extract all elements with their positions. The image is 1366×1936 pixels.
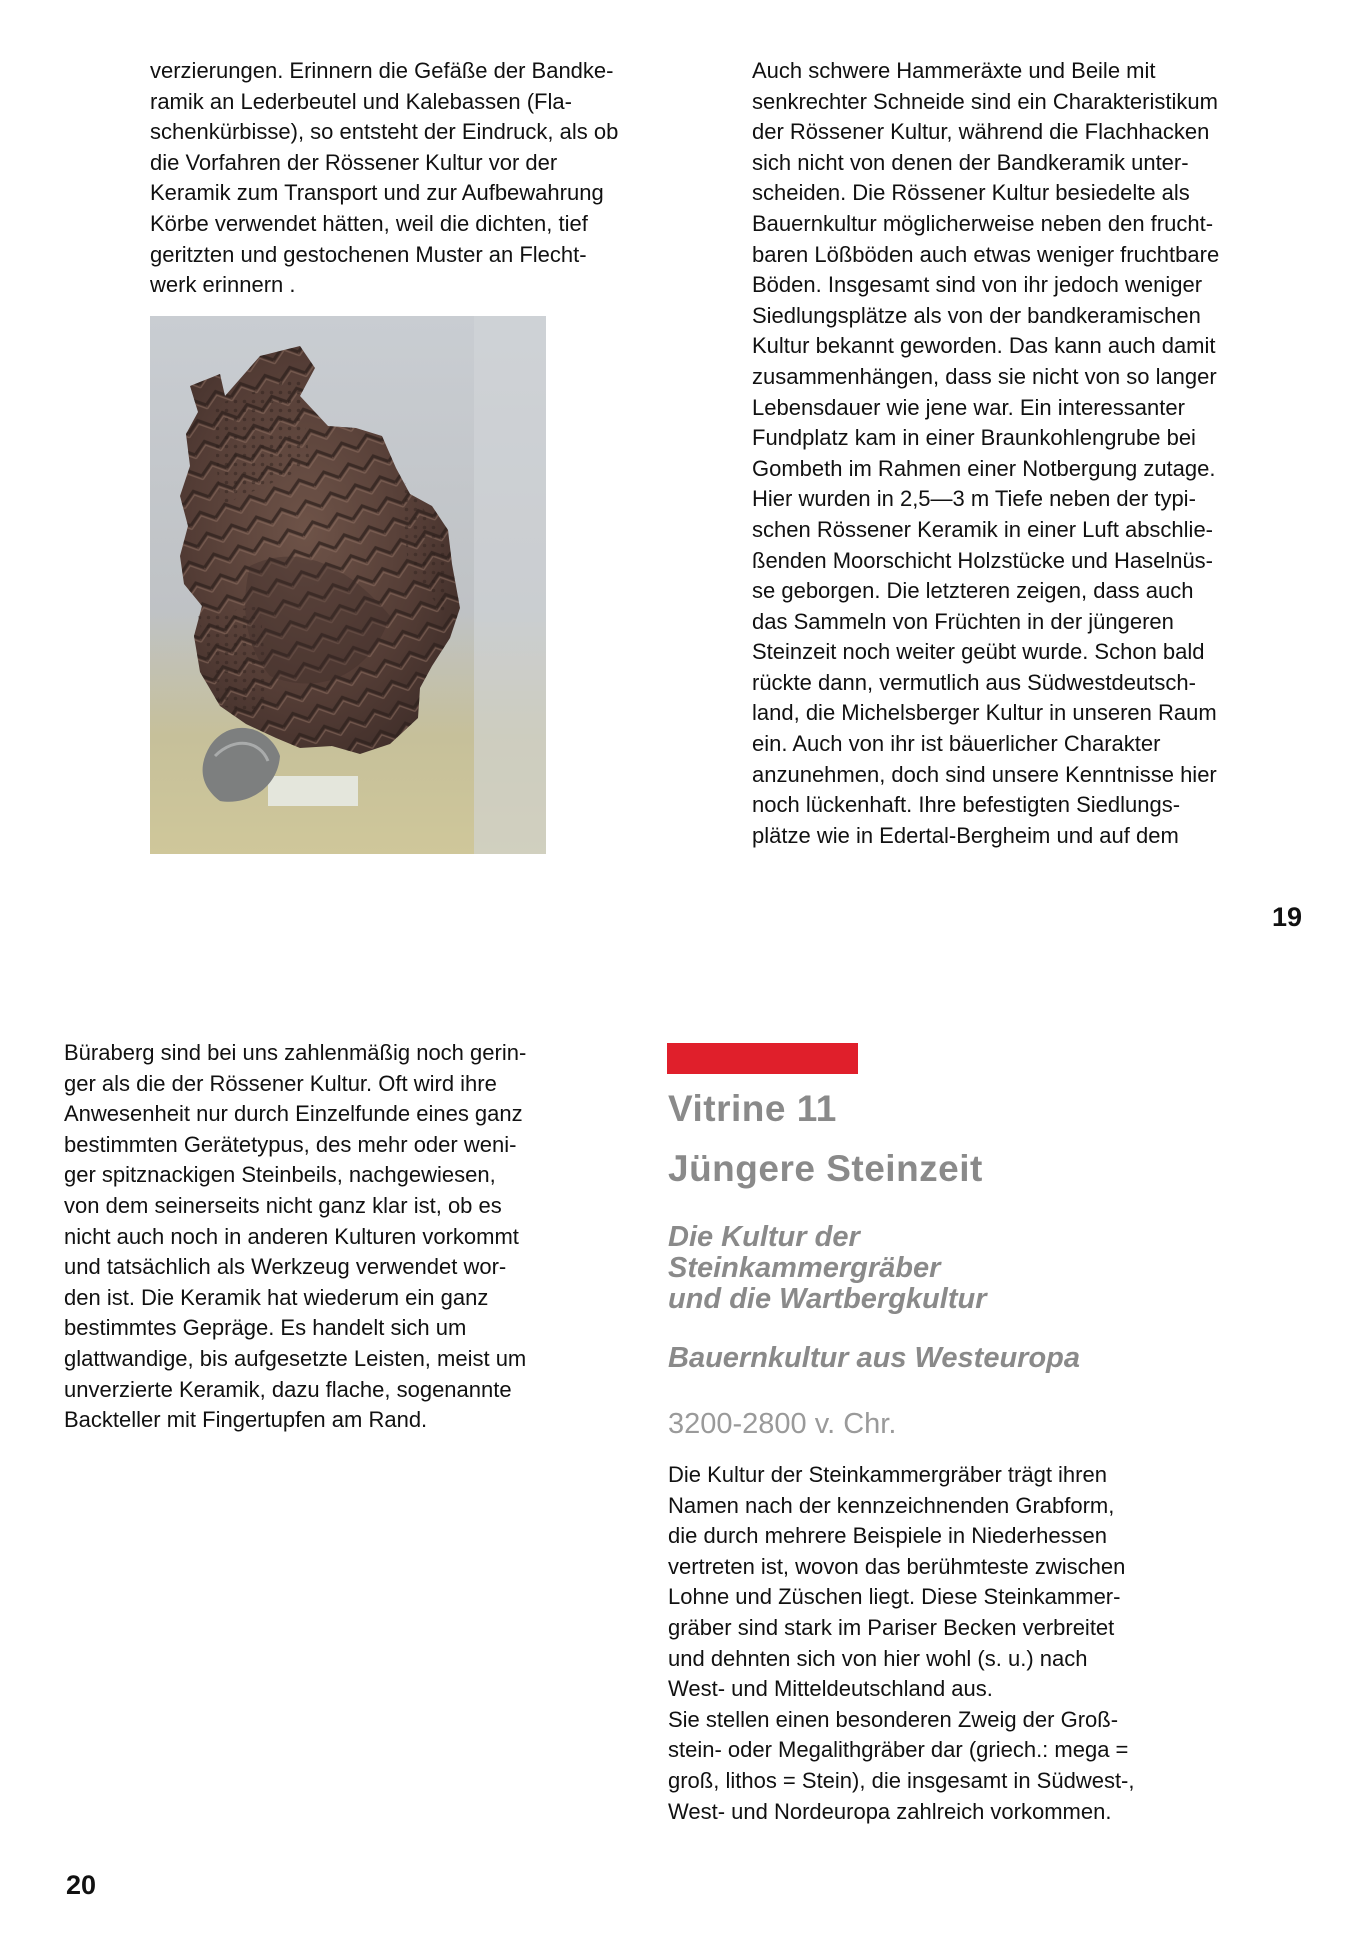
text-line: den ist. Die Keramik hat wiederum ein ganz bbox=[64, 1284, 489, 1310]
text-line: Kultur bekannt geworden. Das kann auch damit bbox=[752, 333, 1216, 359]
text-line: Namen nach der kennzeichnenden Grabform, bbox=[668, 1492, 1115, 1518]
text-line: rückte dann, vermutlich aus Südwestdeutsch- bbox=[752, 669, 1196, 695]
text-line: Keramik zum Transport und zur Aufbewahrung bbox=[150, 180, 604, 206]
text-line: Siedlungsplätze als von der bandkeramischen bbox=[752, 302, 1201, 328]
paragraph bbox=[668, 1460, 1228, 1827]
text-line: verzierungen. Erinnern die Gefäße der Bandke- bbox=[150, 58, 614, 83]
date-range: 3200-2800 v. Chr. bbox=[668, 1408, 897, 1440]
text-line: bestimmtes Gepräge. Es handelt sich um bbox=[64, 1315, 467, 1341]
text-line: bestimmten Gerätetypus, des mehr oder weni- bbox=[64, 1131, 517, 1157]
text-line: West- und Nordeuropa zahlreich vorkommen. bbox=[668, 1798, 1112, 1824]
text-line: ßenden Moorschicht Holzstücke und Haselnüs- bbox=[752, 547, 1214, 573]
text-line: ramik an Lederbeutel und Kalebassen (Fla- bbox=[150, 88, 572, 114]
text-line: sich nicht von denen der Bandkeramik unter- bbox=[752, 149, 1189, 175]
text-line: Sie stellen einen besonderen Zweig der Groß- bbox=[668, 1706, 1119, 1732]
text-line: land, die Michelsberger Kultur in unseren Raum bbox=[752, 700, 1217, 726]
paragraph bbox=[752, 56, 1312, 851]
text-line: die durch mehrere Beispiele in Niederhessen bbox=[668, 1523, 1108, 1549]
text-line: schen Rössener Keramik in einer Luft abschlie- bbox=[752, 516, 1214, 542]
text-line: Auch schwere Hammeräxte und Beile mit bbox=[752, 58, 1156, 83]
pottery-fragment-photo bbox=[150, 316, 546, 854]
text-line: Die Kultur der Steinkammergräber trägt ihren bbox=[668, 1462, 1107, 1487]
text-line: ger als die der Rössener Kultur. Oft wird ihre bbox=[64, 1070, 497, 1096]
text-line: die Vorfahren der Rössener Kultur vor der bbox=[150, 149, 558, 175]
text-line: das Sammeln von Früchten in der jüngeren bbox=[752, 608, 1174, 634]
subtitle-line: Steinkammergräber bbox=[668, 1252, 941, 1284]
text-line: se geborgen. Die letzteren zeigen, dass auch bbox=[752, 578, 1194, 604]
text-line: Böden. Insgesamt sind von ihr jedoch weniger bbox=[752, 272, 1203, 298]
text-line: Gombeth im Rahmen einer Notbergung zutage. bbox=[752, 455, 1216, 481]
vitrine-title: Vitrine 11 bbox=[668, 1088, 837, 1129]
text-line: nicht auch noch in anderen Kulturen vorkommt bbox=[64, 1223, 519, 1249]
text-line: vertreten ist, wovon das berühmteste zwischen bbox=[668, 1553, 1126, 1579]
text-line: der Rössener Kultur, während die Flachhacken bbox=[752, 119, 1210, 145]
text-line: Körbe verwendet hätten, weil die dichten, tief bbox=[150, 210, 588, 236]
subtitle bbox=[668, 1222, 986, 1315]
text-line: geritzten und gestochenen Muster an Flecht- bbox=[150, 241, 587, 267]
paragraph bbox=[64, 1038, 624, 1436]
text-line: gräber sind stark im Pariser Becken verbreitet bbox=[668, 1614, 1115, 1640]
text-line: glattwandige, bis aufgesetzte Leisten, meist um bbox=[64, 1345, 527, 1371]
page-number: 19 bbox=[1271, 902, 1302, 932]
subtitle-line: Die Kultur der bbox=[668, 1221, 860, 1253]
text-line: und tatsächlich als Werkzeug verwendet wor- bbox=[64, 1254, 507, 1280]
text-line: Steinzeit noch weiter geübt wurde. Schon bald bbox=[752, 639, 1205, 665]
accent-bar bbox=[667, 1043, 858, 1074]
text-line: anzunehmen, doch sind unsere Kenntnisse hier bbox=[752, 761, 1217, 787]
text-line: Bauernkultur möglicherweise neben den frucht- bbox=[752, 210, 1214, 236]
text-line: ger spitznackigen Steinbeils, nachgewiesen, bbox=[64, 1162, 496, 1188]
top-left-text-column bbox=[150, 56, 690, 301]
text-line: schenkürbisse), so entsteht der Eindruck, als ob bbox=[150, 119, 619, 145]
page-number: 20 bbox=[66, 1870, 97, 1900]
text-line: Hier wurden in 2,5—3 m Tiefe neben der typi- bbox=[752, 486, 1196, 512]
section-title: Jüngere Steinzeit bbox=[668, 1148, 983, 1189]
text-line: ein. Auch von ihr ist bäuerlicher Charakter bbox=[752, 731, 1161, 757]
text-line: senkrechter Schneide sind ein Charakteristikum bbox=[752, 88, 1218, 114]
text-line: plätze wie in Edertal-Bergheim und auf dem bbox=[752, 822, 1179, 848]
bottom-left-text-column bbox=[64, 1038, 624, 1436]
text-line: noch lückenhaft. Ihre befestigten Siedlungs- bbox=[752, 792, 1181, 818]
text-line: baren Lößböden auch etwas weniger fruchtbare bbox=[752, 241, 1220, 267]
text-line: unverzierte Keramik, dazu flache, sogenannte bbox=[64, 1376, 512, 1402]
text-line: und dehnten sich von hier wohl (s. u.) nach bbox=[668, 1645, 1088, 1671]
top-right-text-column bbox=[752, 56, 1312, 851]
bottom-right-text-column bbox=[668, 1460, 1228, 1827]
text-line: West- und Mitteldeutschland aus. bbox=[668, 1676, 993, 1702]
text-line: scheiden. Die Rössener Kultur besiedelte als bbox=[752, 180, 1190, 206]
text-line: werk erinnern . bbox=[150, 272, 296, 298]
text-line: von dem seinerseits nicht ganz klar ist, ob es bbox=[64, 1192, 502, 1218]
page-19 bbox=[0, 0, 1366, 960]
text-line: Büraberg sind bei uns zahlenmäßig noch gerin- bbox=[64, 1040, 527, 1065]
text-line: Anwesenheit nur durch Einzelfunde eines ganz bbox=[64, 1101, 523, 1127]
secondary-subtitle: Bauernkultur aus Westeuropa bbox=[668, 1342, 1081, 1374]
text-line: Lohne und Züschen liegt. Diese Steinkammer- bbox=[668, 1584, 1121, 1610]
text-line: groß, lithos = Stein), die insgesamt in Südwest-, bbox=[668, 1767, 1135, 1793]
subtitle-line: und die Wartbergkultur bbox=[668, 1283, 987, 1315]
text-line: zusammenhängen, dass sie nicht von so langer bbox=[752, 363, 1217, 389]
text-line: Backteller mit Fingertupfen am Rand. bbox=[64, 1407, 428, 1433]
text-line: Lebensdauer wie jene war. Ein interessanter bbox=[752, 394, 1185, 420]
text-line: Fundplatz kam in einer Braunkohlengrube bei bbox=[752, 425, 1196, 451]
paragraph bbox=[150, 56, 690, 301]
text-line: stein- oder Megalithgräber dar (griech.: mega = bbox=[668, 1737, 1129, 1763]
